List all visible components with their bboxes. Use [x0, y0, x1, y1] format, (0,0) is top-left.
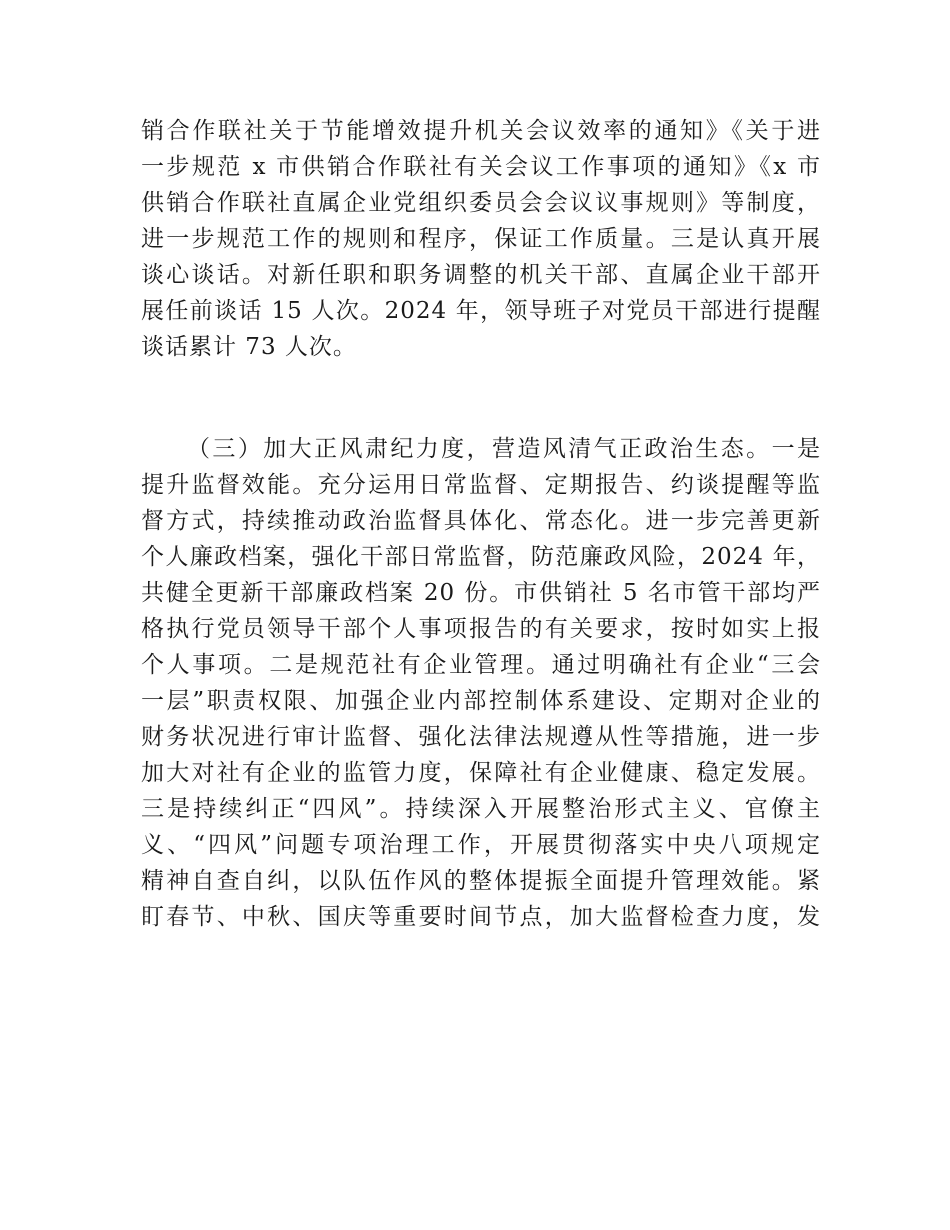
paragraph-2-line: 加大对社有企业的监管力度，保障社有企业健康、稳定发展。 [141, 760, 821, 786]
paragraph-1 [141, 113, 821, 365]
paragraph-1-line: 谈话累计 73 人次。 [141, 334, 357, 360]
paragraph-2-line: 精神自查自纠，以队伍作风的整体提振全面提升管理效能。紧 [141, 868, 821, 894]
paragraph-2-line: 盯春节、中秋、国庆等重要时间节点，加大监督检查力度，发 [141, 904, 821, 930]
paragraph-2-line: 督方式，持续推动政治监督具体化、常态化。进一步完善更新 [141, 508, 821, 534]
paragraph-1-line: 进一步规范工作的规则和程序，保证工作质量。三是认真开展 [141, 226, 821, 252]
paragraph-2 [141, 431, 821, 935]
paragraph-2-line: 三是持续纠正“四风”。持续深入开展整治形式主义、官僚主 [141, 796, 821, 822]
paragraph-2-line: 一层”职责权限、加强企业内部控制体系建设、定期对企业的 [141, 688, 821, 714]
section-heading-line: （三）加大正风肃纪力度，营造风清气正政治生态。一是 [187, 436, 821, 462]
paragraph-2-line: 义、“四风”问题专项治理工作，开展贯彻落实中央八项规定 [141, 832, 821, 858]
paragraph-2-line: 个人廉政档案，强化干部日常监督，防范廉政风险，2024 年， [141, 544, 821, 570]
paragraph-1-line: 展任前谈话 15 人次。2024 年，领导班子对党员干部进行提醒 [141, 298, 821, 324]
paragraph-1-line: 一步规范 x 市供销合作联社有关会议工作事项的通知》《x 市 [141, 154, 821, 180]
paragraph-1-line: 销合作联社关于节能增效提升机关会议效率的通知》《关于进 [141, 118, 821, 144]
paragraph-1-line: 谈心谈话。对新任职和职务调整的机关干部、直属企业干部开 [141, 262, 821, 288]
paragraph-2-line: 格执行党员领导干部个人事项报告的有关要求，按时如实上报 [141, 616, 821, 642]
paragraph-2-line: 提升监督效能。充分运用日常监督、定期报告、约谈提醒等监 [141, 472, 821, 498]
paragraph-1-line: 供销合作联社直属企业党组织委员会会议议事规则》等制度， [141, 190, 821, 216]
paragraph-2-line: 个人事项。二是规范社有企业管理。通过明确社有企业“三会 [141, 652, 821, 678]
paragraph-2-line: 共健全更新干部廉政档案 20 份。市供销社 5 名市管干部均严 [141, 580, 821, 606]
paragraph-2-line: 财务状况进行审计监督、强化法律法规遵从性等措施，进一步 [141, 724, 821, 750]
